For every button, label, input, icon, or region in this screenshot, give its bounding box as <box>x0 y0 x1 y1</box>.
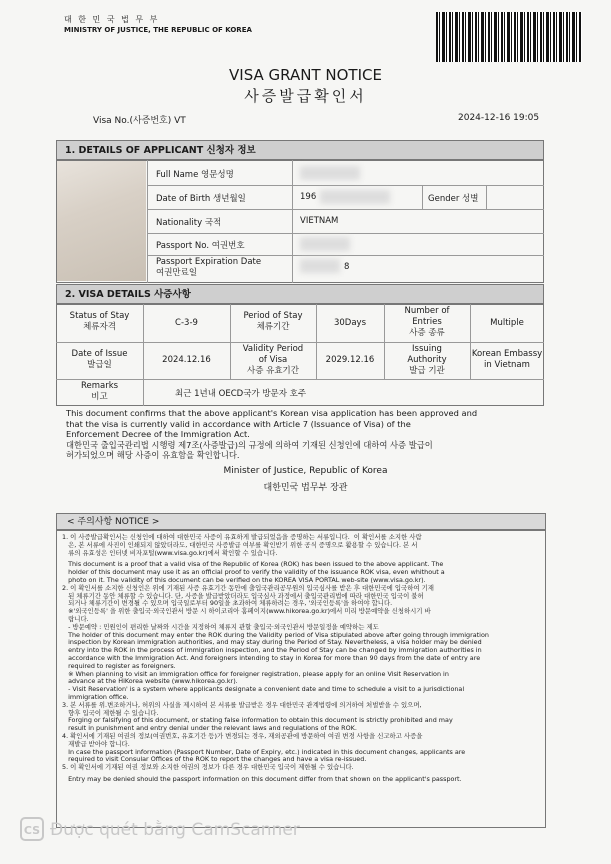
authority-label-1: Issuing <box>412 344 442 354</box>
authority-label <box>384 344 470 377</box>
status-label-en: Status of Stay <box>69 311 130 321</box>
visa-number: Visa No.(사증번호) VT <box>93 116 186 126</box>
authority-label-kr: 발급 기관 <box>409 366 445 376</box>
entries-value: Multiple <box>490 318 524 328</box>
passport-exp-value: 8 <box>344 262 350 272</box>
notice-line: - 방문예약 : 민원인이 편리한 날짜와 시간을 지정하여 체류지 관할 출입국·외국인관서 방문일정을 예약하는 제도 <box>62 622 379 631</box>
notice-line: entry into the ROK in the process of immigration inspection, and the Period of Stay can be changed by immigration authorities in <box>62 646 482 655</box>
ministry-korean: 대 한 민 국 법 무 부 <box>64 15 160 24</box>
camscanner-logo: CS <box>20 817 44 841</box>
notice-line: 3. 본 서류를 위.변조하거나, 허위의 사실을 제시하여 본 서류를 발급받은 경우 대한민국 관계법령에 의거하여 처벌받을 수 있으며, <box>62 700 422 709</box>
period-label-kr: 체류기간 <box>256 322 290 332</box>
notice-line: accordance with the Immigration Act. And foreigners intending to stay in Korea for more than 90 days from the date of entry are <box>62 653 481 662</box>
full-name-redacted <box>300 166 360 180</box>
validity-label <box>230 344 316 377</box>
notice-line: result in punishment and entry denial under the relevant laws and regulations of the ROK. <box>62 724 357 733</box>
issue-date-label-kr: 발급일 <box>87 360 112 370</box>
entries-label <box>384 306 470 339</box>
passport-exp-label-kr: 여권만료일 <box>156 268 198 278</box>
confirm-line: 대한민국 출입국관리법 시행령 제7조(사증발급)의 규정에 의하여 기재된 신청인에 대하여 사증 발급이 <box>66 439 433 450</box>
authority-value <box>470 349 544 371</box>
notice-header: < 주의사항 NOTICE > <box>56 513 546 530</box>
notice-line: immigration office. <box>62 692 129 701</box>
notice-line: 은, 본 서류에 사진이 인쇄되지 않았더라도, 대한민국 사증발급 여부를 확인받기 위한 공식 증명으로 활용할 수 있습니다. 본 서 <box>62 540 418 549</box>
notice-line: 1. 이 사증발급확인서는 신청인에 대하여 대한민국 사증이 유효하게 발급되었음을 증명하는 서류입니다. 이 확인서를 소지한 사람 <box>62 533 422 541</box>
validity-label-kr: 사증 유효기간 <box>247 366 299 376</box>
issue-date-label-en: Date of Issue <box>71 349 128 359</box>
notice-line: 된 체류기간 동안 체류할 수 있습니다. 단, 사증을 발급받았더라도 입국심사 과정에서 출입국관리법에 따라 대한민국 입국이 불허 <box>62 591 424 600</box>
camscanner-watermark: Được quét bằng CamScanner <box>50 820 300 840</box>
document-title-kr: 사증발급확인서 <box>244 87 367 105</box>
notice-line: ※'외국인등록' 을 위한 출입국·외국인관서 방문 시 하이코리아 홈페이지(www.hikorea.go.kr)에서 미리 방문예약을 신청하시기 바 <box>62 607 431 616</box>
validity-label-1: Validity Period <box>242 344 304 354</box>
notice-line: 재발급 받아야 합니다. <box>62 739 130 748</box>
section-visa-header: 2. VISA DETAILS 사증사항 <box>56 284 544 304</box>
notice-line: 2. 이 확인서를 소지한 신청인은 위에 기재된 사증 유효기간 동안에 출입국관리공무원의 입국심사를 받은 후 대한민국에 입국하여 기재 <box>62 583 434 592</box>
confirm-line: that the visa is currently valid in accordance with Article 7 (Issuance of Visa) of the <box>66 418 411 429</box>
passport-redacted <box>300 237 350 251</box>
entries-label-1: Number of <box>404 306 450 316</box>
issue-date-label <box>56 349 143 371</box>
notice-line: 랍니다. <box>62 614 89 623</box>
notice-line: This document is a proof that a valid visa of the Republic of Korea (ROK) has been issued to the above applicant. The <box>62 560 444 569</box>
remarks-value: 최근 1년내 OECD국가 방문자 호주 <box>175 389 307 399</box>
remarks-label <box>56 381 143 403</box>
notice-line: 4. 확인서에 기재된 여권의 정보(여권번호, 유효기간 등)가 변경되는 경우, 재외공관에 방문하여 여권 변경 사항을 신고하고 사증을 <box>62 731 423 740</box>
status-value: C-3-9 <box>175 318 198 328</box>
dob-value: 196 <box>300 192 317 202</box>
notice-line: required to register as foreigners. <box>62 661 176 670</box>
status-label <box>56 311 143 333</box>
confirm-line: 허가되었으며 해당 사증이 유효함을 확인합니다. <box>66 450 240 460</box>
validity-label-2: of Visa <box>258 355 288 365</box>
nationality-value: VIETNAM <box>300 216 339 226</box>
passport-exp-redacted <box>300 259 340 273</box>
notice-line: advance at the HiKorea website (www.hikorea.go.kr). <box>62 677 238 686</box>
dob-label: Date of Birth 생년월일 <box>156 194 246 204</box>
period-label <box>230 311 316 333</box>
notice-text <box>62 534 542 784</box>
remarks-label-en: Remarks <box>80 381 119 391</box>
passport-exp-label <box>156 257 261 279</box>
signer-en: Minister of Justice, Republic of Korea <box>223 466 388 476</box>
dob-redacted <box>320 190 390 204</box>
period-label-en: Period of Stay <box>243 311 303 321</box>
issue-timestamp: 2024-12-16 19:05 <box>458 113 540 123</box>
notice-line: The holder of this document may enter the ROK during the Validity period of Visa stipulated above after going through immigration <box>62 630 489 639</box>
confirmation-en <box>66 408 477 461</box>
notice-line: In case the passport information (Passport Number, Date of Expiry, etc.) indicated in this document changes, applicants are <box>62 747 466 756</box>
notice-line: inspection by Korean immigration authorities, and may stay during the Period of Stay. Nevertheless, a visa holder may be denied <box>62 638 482 647</box>
notice-line: ※ When planning to visit an immigration office for foreigner registration, please apply for an online Visit Reservation in <box>62 669 449 678</box>
barcode <box>436 12 582 62</box>
status-label-kr: 체류자격 <box>83 322 116 332</box>
issue-date-value: 2024.12.16 <box>162 355 211 365</box>
notice-line: required to visit Consular Offices of the ROK to report the changes and have a visa re-issued. <box>62 755 367 764</box>
passport-exp-label-en: Passport Expiration Date <box>156 257 262 267</box>
notice-line: 5. 이 확인서에 기재된 여권 정보와 소지한 여권의 정보가 다른 경우 대한민국 입국이 제한될 수 있습니다. <box>62 763 354 772</box>
applicant-photo <box>57 161 146 281</box>
notice-line: Forging or falsifying of this document, or stating false information to obtain this document is strictly prohibited and may <box>62 716 453 725</box>
notice-line: photo on it. The validity of this document can be verified on the KOREA VISA PORTAL web-site (www.visa.go.kr). <box>62 575 426 584</box>
authority-value-2: in Vietnam <box>484 360 530 370</box>
document-title-en: VISA GRANT NOTICE <box>229 66 382 84</box>
notice-line: holder of this document may use it as an official proof to verify the validity of the issuance ROK visa, even whithout a <box>62 568 445 577</box>
remarks-label-kr: 비고 <box>91 392 108 402</box>
signer-kr: 대한민국 법무부 장관 <box>263 483 348 493</box>
notice-line: 되거나 체류기간이 변경될 수 있으며 입국일로부터 90일을 초과하여 체류하려는 경우, '외국인등록'을 하여야 합니다. <box>62 599 393 608</box>
confirm-line: Enforcement Decree of the Immigration Act. <box>66 429 250 439</box>
gender-label: Gender 성별 <box>428 194 479 204</box>
passport-label: Passport No. 여권번호 <box>156 241 245 251</box>
notice-line: 향후 입국이 제한될 수 있습니다. <box>62 708 159 717</box>
period-value: 30Days <box>333 318 367 328</box>
notice-line: 류의 유효성은 인터넷 비자포털(www.visa.go.kr)에서 확인할 수 있습니다. <box>62 548 278 557</box>
authority-label-2: Authority <box>407 355 447 365</box>
full-name-label: Full Name 영문성명 <box>156 170 234 180</box>
entries-label-kr: 사증 종류 <box>409 328 445 338</box>
nationality-label: Nationality 국적 <box>156 218 222 228</box>
ministry-english: MINISTRY OF JUSTICE, THE REPUBLIC OF KOREA <box>64 26 252 34</box>
notice-line: Entry may be denied should the passport information on this document differ from that shown on the applicant's passport. <box>62 774 462 783</box>
validity-value: 2029.12.16 <box>325 355 375 365</box>
authority-value-1: Korean Embassy <box>471 349 543 359</box>
notice-line: - Visit Reservation' is a system where applicants designate a convenient date and time to schedule a visit to a jurisdictional <box>62 685 465 694</box>
section-applicant-header: 1. DETAILS OF APPLICANT 신청자 정보 <box>56 140 544 160</box>
entries-label-2: Entries <box>412 317 442 327</box>
confirm-line: This document confirms that the above applicant's Korean visa application has been approved and <box>66 408 478 418</box>
